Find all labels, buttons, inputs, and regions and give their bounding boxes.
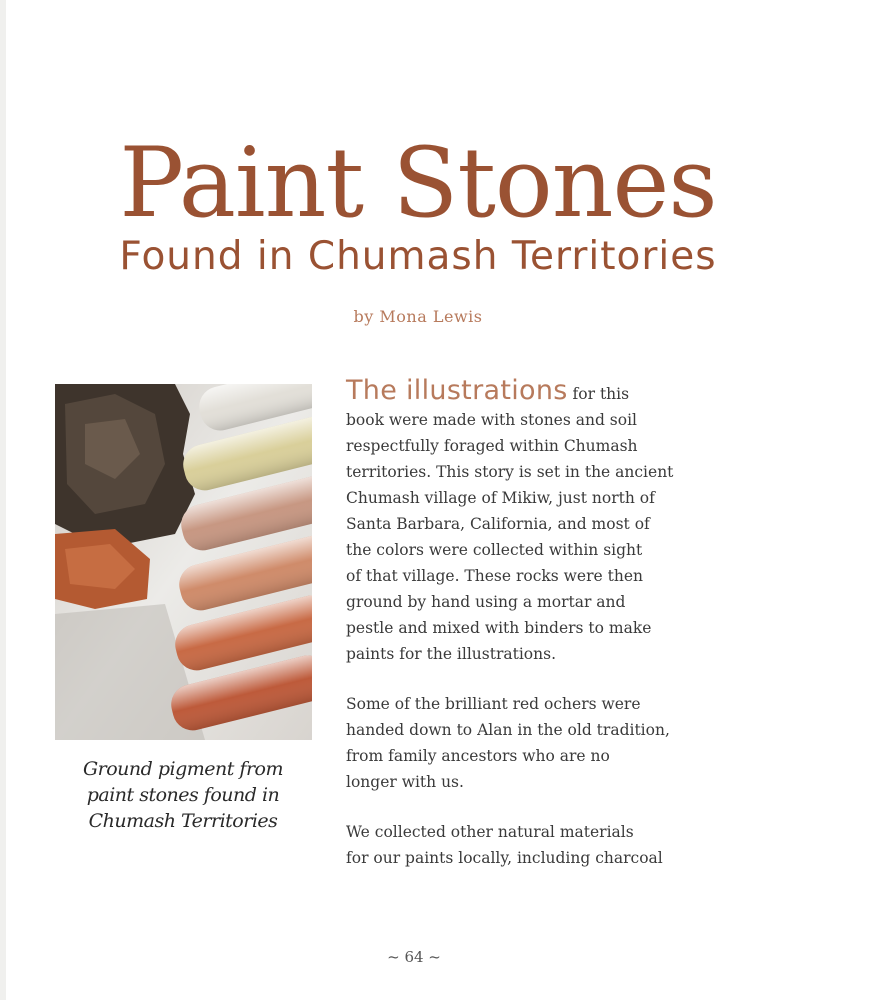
text-line: respectfully foraged within Chumash — [346, 437, 638, 455]
photo-caption — [58, 756, 308, 834]
page-title: Paint Stones — [119, 127, 717, 239]
byline: by Mona Lewis — [353, 307, 483, 326]
text-line: Chumash village of Mikiw, just north of — [346, 489, 655, 507]
text-line: handed down to Alan in the old tradition, — [346, 721, 670, 739]
text-line: territories. This story is set in the ancient — [346, 463, 674, 481]
pigment-vials-image — [55, 384, 312, 740]
text-line: ground by hand using a mortar and — [346, 593, 626, 611]
paragraph-3 — [346, 819, 706, 871]
page-number: ~ 64 ~ — [387, 948, 441, 966]
caption-line: Ground pigment from — [82, 758, 284, 780]
text-line: longer with us. — [346, 773, 464, 791]
text-line: the colors were collected within sight — [346, 541, 643, 559]
caption-line: paint stones found in — [86, 784, 280, 806]
text-line: Santa Barbara, California, and most of — [346, 515, 650, 533]
book-page — [6, 0, 882, 1000]
paragraph-2 — [346, 691, 706, 795]
text-line: of that village. These rocks were then — [346, 567, 643, 585]
text-line: from family ancestors who are no — [346, 747, 610, 765]
text-line: We collected other natural materials — [346, 823, 634, 841]
text-line: book were made with stones and soil — [346, 411, 638, 429]
caption-line: Chumash Territories — [88, 810, 278, 832]
body-text — [346, 375, 706, 895]
paragraph-1 — [346, 375, 706, 667]
lead-in: The illustrations — [346, 375, 568, 406]
text-line: for this — [567, 385, 630, 403]
text-line: Some of the brilliant red ochers were — [346, 695, 641, 713]
text-line: paints for the illustrations. — [346, 645, 556, 663]
pigment-photo — [55, 384, 312, 740]
page-subtitle: Found in Chumash Territories — [119, 234, 717, 279]
text-line: pestle and mixed with binders to make — [346, 619, 652, 637]
text-line: for our paints locally, including charcoal — [346, 849, 663, 867]
